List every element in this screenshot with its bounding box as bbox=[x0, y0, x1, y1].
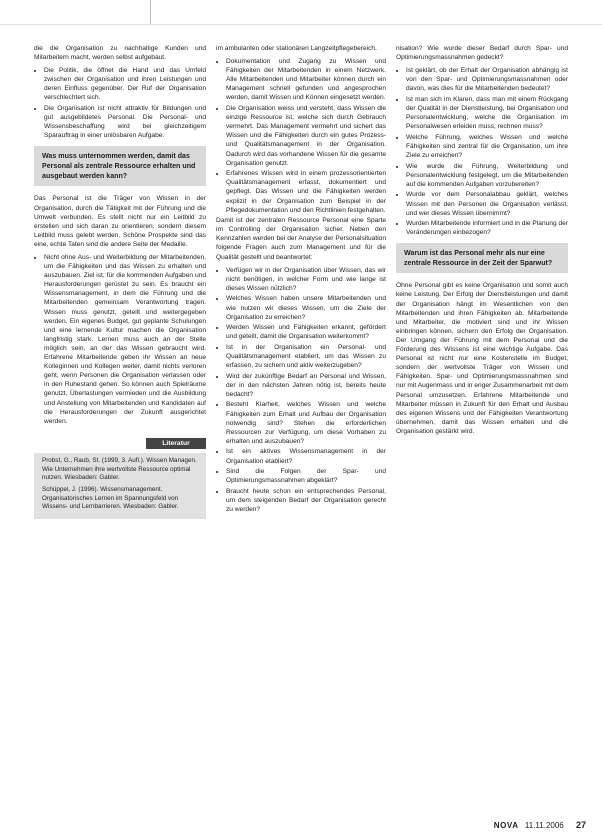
col2-question: • Wird der zukünftige Bedarf an Personal und Wissen, der in den nächsten Jahren nötig ist, bereits heute bedacht? bbox=[226, 372, 386, 399]
literature-entry: Probst, G., Raub, St. (1999, 3. Aufl.). Wissen Managen. Wie Unternehmen ihre wertvollste Ressource optimal nutzen. Wiesbaden: Gabler. bbox=[42, 456, 197, 482]
col3-intro: nisation? Wie wurde dieser Bedarf durch Spar- und Optimierungsmassnahmen gedeckt? bbox=[396, 45, 568, 62]
literature-entry: Schüppel, J. (1996). Wissensmanagement. Organisatorisches Lernen im Spannungsfeld von Wissens- und Lernbarrieren. Wiesbaden: Gabler. bbox=[42, 485, 179, 511]
col3-callout: Warum ist das Personal mehr als nur eine zentrale Ressource in der Zeit der Sparwut? bbox=[396, 243, 568, 273]
col1-bullet-list-2 bbox=[34, 253, 206, 426]
col2-bullet: • Erfahrenes Wissen wird in einem prozessorientierten Qualitätsmanagement erfasst, dokumentiert und gepflegt. Das Wissen und die Fähigkeiten werden explizit in der Organisation zum Beispiel in der Pflegedokumentation und den Richtlinien festgehalten. bbox=[226, 169, 386, 214]
col3-question: • Wie wurde die Führung, Weiterbildung und Personalentwicklung festgelegt, um die Mitarbeitenden auf die kommenden Aufgaben vorzubereiten? bbox=[406, 162, 568, 189]
col1-bullet-2: • Nicht ohne Aus- und Weiterbildung der Mitarbeitenden, um die Fähigkeiten und das Wissen zu erhalten und auszubauen. Ziel ist, für die kommenden Aufgaben und Herausforderungen gerüstet zu sein. Es braucht ein Wissensmanagement, in dem die Führung und die Mitarbeitenden gemeinsam Verantwortung tragen. Wissen muss genutzt, geteilt und weitergegeben werden. Ein eigenes Budget, gut geplante Schulungen und eine lernende Kultur machen die Organisation langfristig stark. Lernen muss auch an der Stelle möglich sein, an der das Wissen gebraucht wird. Erfahrene Mitarbeitende geben ihr Wissen an neue Kolleginnen und Kollegen weiter, damit nichts verloren geht, wenn Personen die Organisation verlassen oder in den Ruhestand gehen. So können auch Spielräume genutzt, Überlastungen vermieden und die Ausbildung und Anstellung von Mitarbeitenden und Kandidaten auf die Herausforderungen der Zukunft ausgerichtet werden. bbox=[44, 253, 206, 426]
issue-number: 11.11.2006 bbox=[524, 821, 564, 830]
col2-intro: im ambulanten oder stationären Langzeitpflegebereich. bbox=[216, 45, 377, 52]
col1-body: Das Personal ist die Träger von Wissen in der Organisation, durch die Tätigkeit mit der Führung und die Umwelt verbunden. Es stellt nicht nur ein Leitbild zu erstellen und sich daran zu orientieren, sondern diesem Leitbild muss gelebt werden. Schöne Prospekte sind das eine, echte Taten sind die andere Seite der Medaille. bbox=[34, 195, 206, 248]
col2-question: • Braucht heute schon ein entsprechendes Personal, um dem steigenden Bedarf der Organisation gerecht zu werden? bbox=[226, 487, 386, 514]
top-rule bbox=[0, 24, 602, 25]
literature-heading: Literatur bbox=[146, 438, 206, 449]
col2-question-list bbox=[216, 266, 386, 514]
col2-bullet: • Die Organisation weiss und versteht, dass Wissen die einzige Ressource ist, welche sich durch Gebrauch vermehrt. Das Management vermehrt und sichert das Wissen und die Fähigkeiten durch ein gutes Prozess- und Qualitätsmanagement in der Organisation. Dadurch wird das vorhandene Wissen für die gesamte Organisation genutzt. bbox=[226, 104, 386, 168]
col3-question-list bbox=[396, 66, 568, 237]
column-1 bbox=[34, 44, 206, 519]
col2-question: • Verfügen wir in der Organisation über Wissen, das wir nicht benötigen, in welcher Form und wie lange ist dieses Wissen nützlich? bbox=[226, 266, 386, 293]
col3-question: • Ist geklärt, ob der Erhalt der Organisation abhängig ist von den Spar- und Optimierungsmassnahmen oder davon, was dies für die Mitarbeitenden bedeutet? bbox=[406, 66, 568, 93]
col2-question: • Besteht Klarheit, welches Wissen und welche Fähigkeiten zum Erhalt und Aufbau der Organisation notwendig sind? Stehen die erforderlichen Ressourcen zur Verfügung, um diese Vorhaben zu erhalten und auszubauen? bbox=[226, 400, 386, 445]
col2-question: • Ist in der Organisation ein Personal- und Qualitätsmanagement etabliert, um das Wissen zu erfassen, zu sichern und aktiv weiterzugeben? bbox=[226, 343, 386, 370]
col2-question: • Sind die Folgen der Spar- und Optimierungsmassnahmen abgeklärt? bbox=[226, 467, 386, 485]
literature-box bbox=[34, 453, 206, 519]
col1-intro: die die Organisation zu nachhaltige Kunden und Mitarbeitern macht, werden selbst aufgebaut. bbox=[34, 45, 206, 62]
col1-bullet: • Die Organisation ist nicht attraktiv für Bildungen und gut ausgebildetes Personal. Die Personal- und Wissensbeschaffung wird bei gleichzeitigem Sparauftrag in einer unlösbaren Aufgabe. bbox=[44, 104, 206, 140]
col3-question: • Ist man sich im Klaren, dass man mit einem Rückgang der Qualität in der Dienstleistung, bei Organisation und Personalentwicklung, welche die Organisation im Personalwesen erleiden muss, rechnen muss? bbox=[406, 95, 568, 131]
col1-bullet: • Die Politik, die öffnet die Hand und das Umfeld zwischen der Organisation und ihren Leistungen und deren Einfluss gegenüber. Der Ruf der Organisation verschlechtert sich. bbox=[44, 66, 206, 102]
column-3 bbox=[396, 44, 568, 440]
page-number: 27 bbox=[575, 820, 586, 830]
col2-question: • Welches Wissen haben unsere Mitarbeitenden und wie nutzen wir dieses Wissen, um die Ziele der Organisation zu erreichen? bbox=[226, 294, 386, 321]
col2-bullet: • Dokumentation und Zugang zu Wissen und Fähigkeiten der Mitarbeitenden in einem Netzwerk. Alle Mitarbeitenden und Mitarbeiter können durch ein Management schnell gefunden und angesprochen werden, damit Wissen und Können eingesetzt werden. bbox=[226, 57, 386, 102]
col3-question: • Wurden Mitarbeitende informiert und in die Planung der Veränderungen einbezogen? bbox=[406, 219, 568, 237]
page-footer bbox=[494, 820, 586, 830]
col2-bullet-list bbox=[216, 57, 386, 215]
col2-question: • Ist ein aktives Wissensmanagement in der Organisation etabliert? bbox=[226, 447, 386, 465]
col2-question: • Werden Wissen und Fähigkeiten erkannt, gefördert und geteilt, damit die Organisation weiterkommt? bbox=[226, 323, 386, 341]
column-2 bbox=[216, 44, 386, 516]
col1-bullet-list bbox=[34, 66, 206, 140]
top-tick bbox=[150, 0, 151, 24]
magazine-name: NOVA bbox=[493, 821, 519, 830]
col3-question: • Welche Führung, welches Wissen und welche Fähigkeiten sind zentral für die Organisation, um ihre Ziele zu erreichen? bbox=[406, 133, 568, 160]
col1-callout: Was muss unternommen werden, damit das Personal als zentrale Ressource erhalten und ausgebaut werden kann? bbox=[34, 146, 206, 186]
col3-question: • Wurde vor dem Personalabbau geklärt, welches Wissen mit den Personen die Organisation verlässt, und wer dieses Wissen übernimmt? bbox=[406, 190, 568, 217]
col3-body: Ohne Personal gibt es keine Organisation und somit auch keine Leistung. Der Erfolg der Dienstleistungen und damit der Organisation hängt im Wesentlichen von den Mitarbeitenden und ihren Fähigkeiten ab. Mitarbeitende und Mitarbeiter, die motiviert sind und ihr Wissen einbringen können, sichern den Erfolg der Organisation. Der Umgang der Führung mit dem Personal und die Förderung des Wissens ist eine wichtige Aufgabe. Das Personal ist nicht nur eine Kostenstelle im Budget, sondern der wertvollste Träger von Wissen und Fähigkeiten. Spar- und Optimierungsmassnahmen sind nur mit Augenmass und in enger Zusammenarbeit mit dem Personal umzusetzen. Erfahrene Mitarbeitende und Mitarbeiter müssen in Zukunft für den Erhalt und Ausbau des eigenen Wissens und der Fähigkeiten Verantwortung übernehmen, damit das Wissen erhalten und die Organisation gestärkt wird. bbox=[396, 282, 568, 435]
col2-body: Damit ist der zentralen Ressource Personal eine Sparte im Controlling der Organisation sicher. Neben den Kennzahlen werden bei der Analyse der Personalsituation folgende Fragen auch zum Management und für die Qualität gestellt und beantwortet: bbox=[216, 217, 386, 261]
